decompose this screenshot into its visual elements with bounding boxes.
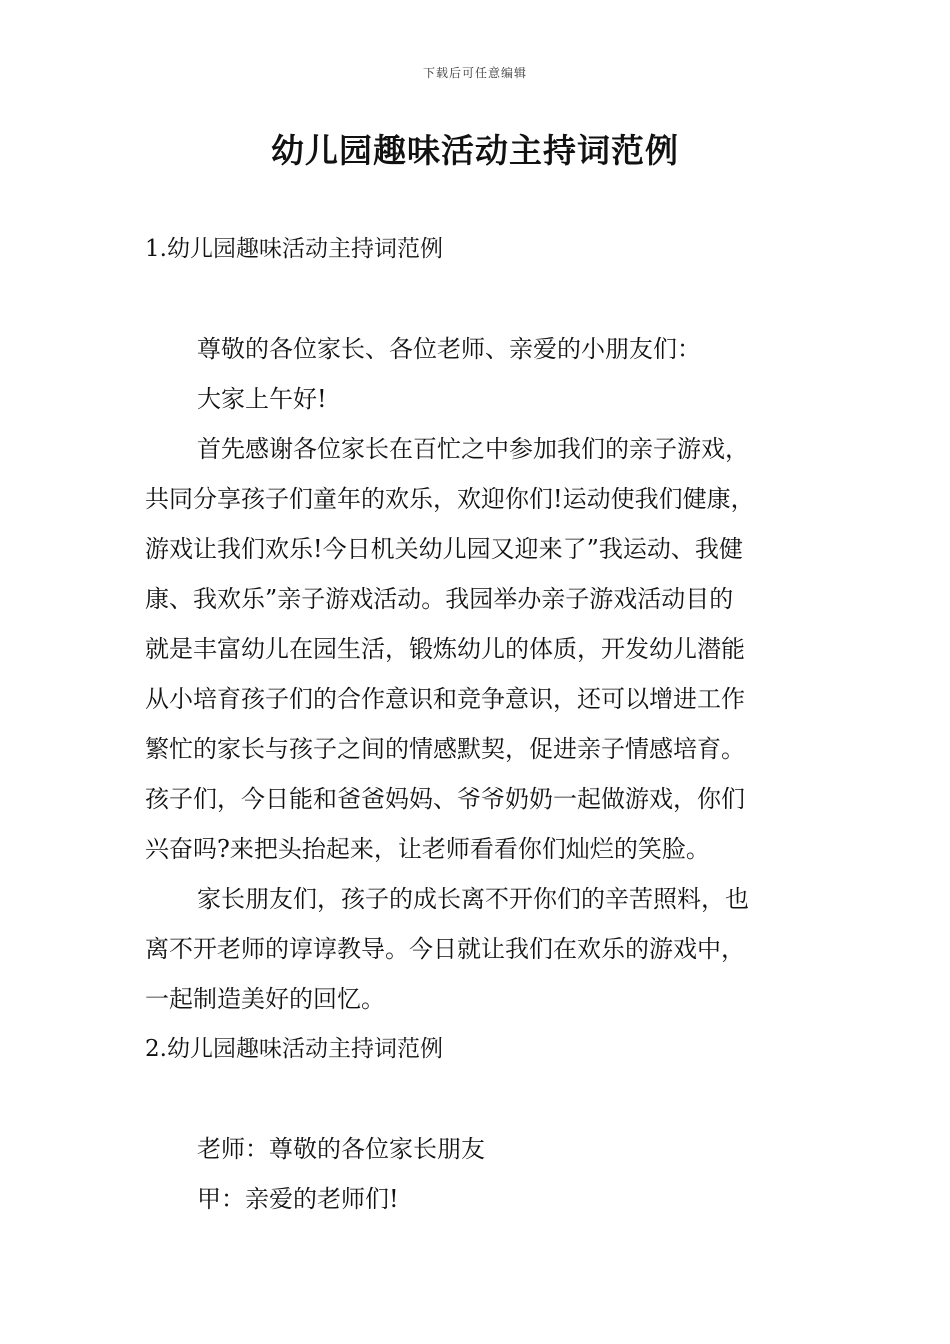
dialogue-line: 甲：亲爱的老师们!	[197, 1185, 399, 1213]
paragraph-line: 首先感谢各位家长在百忙之中参加我们的亲子游戏，	[197, 435, 749, 463]
paragraph-line: 游戏让我们欢乐!今日机关幼儿园又迎来了”我运动、我健	[145, 535, 743, 563]
paragraph-line: 共同分享孩子们童年的欢乐，欢迎你们!运动使我们健康，	[145, 485, 755, 513]
section-1-heading: 1.幼儿园趣味活动主持词范例	[145, 236, 443, 262]
paragraph-line: 从小培育孩子们的合作意识和竞争意识，还可以增进工作	[145, 685, 745, 713]
paragraph-line: 康、我欢乐”亲子游戏活动。我园举办亲子游戏活动目的	[145, 585, 734, 613]
paragraph-line: 一起制造美好的回忆。	[145, 985, 385, 1013]
paragraph-2	[145, 874, 805, 1024]
blank-line	[145, 1074, 805, 1124]
paragraph-line: 离不开老师的谆谆教导。今日就让我们在欢乐的游戏中，	[145, 935, 745, 963]
paragraph-line: 就是丰富幼儿在园生活，锻炼幼儿的体质，开发幼儿潜能	[145, 635, 745, 663]
paragraph-line: 繁忙的家长与孩子之间的情感默契，促进亲子情感培育。	[145, 735, 745, 763]
document-body	[145, 224, 805, 1224]
paragraph-line: 孩子们，今日能和爸爸妈妈、爷爷奶奶一起做游戏，你们	[145, 785, 745, 813]
greeting-line: 尊敬的各位家长、各位老师、亲爱的小朋友们：	[197, 335, 701, 363]
blank-line	[145, 274, 805, 324]
page-header-note: 下载后可任意编辑	[422, 66, 527, 80]
paragraph-line: 家长朋友们，孩子的成长离不开你们的辛苦照料，也	[197, 885, 749, 913]
document-title: 幼儿园趣味活动主持词范例	[271, 131, 679, 170]
paragraph-1	[145, 424, 805, 874]
paragraph-line: 兴奋吗?来把头抬起来，让老师看看你们灿烂的笑脸。	[145, 835, 710, 863]
dialogue-line: 老师：尊敬的各位家长朋友	[197, 1135, 485, 1163]
hello-line: 大家上午好!	[197, 385, 327, 413]
section-2-heading: 2.幼儿园趣味活动主持词范例	[145, 1036, 443, 1062]
